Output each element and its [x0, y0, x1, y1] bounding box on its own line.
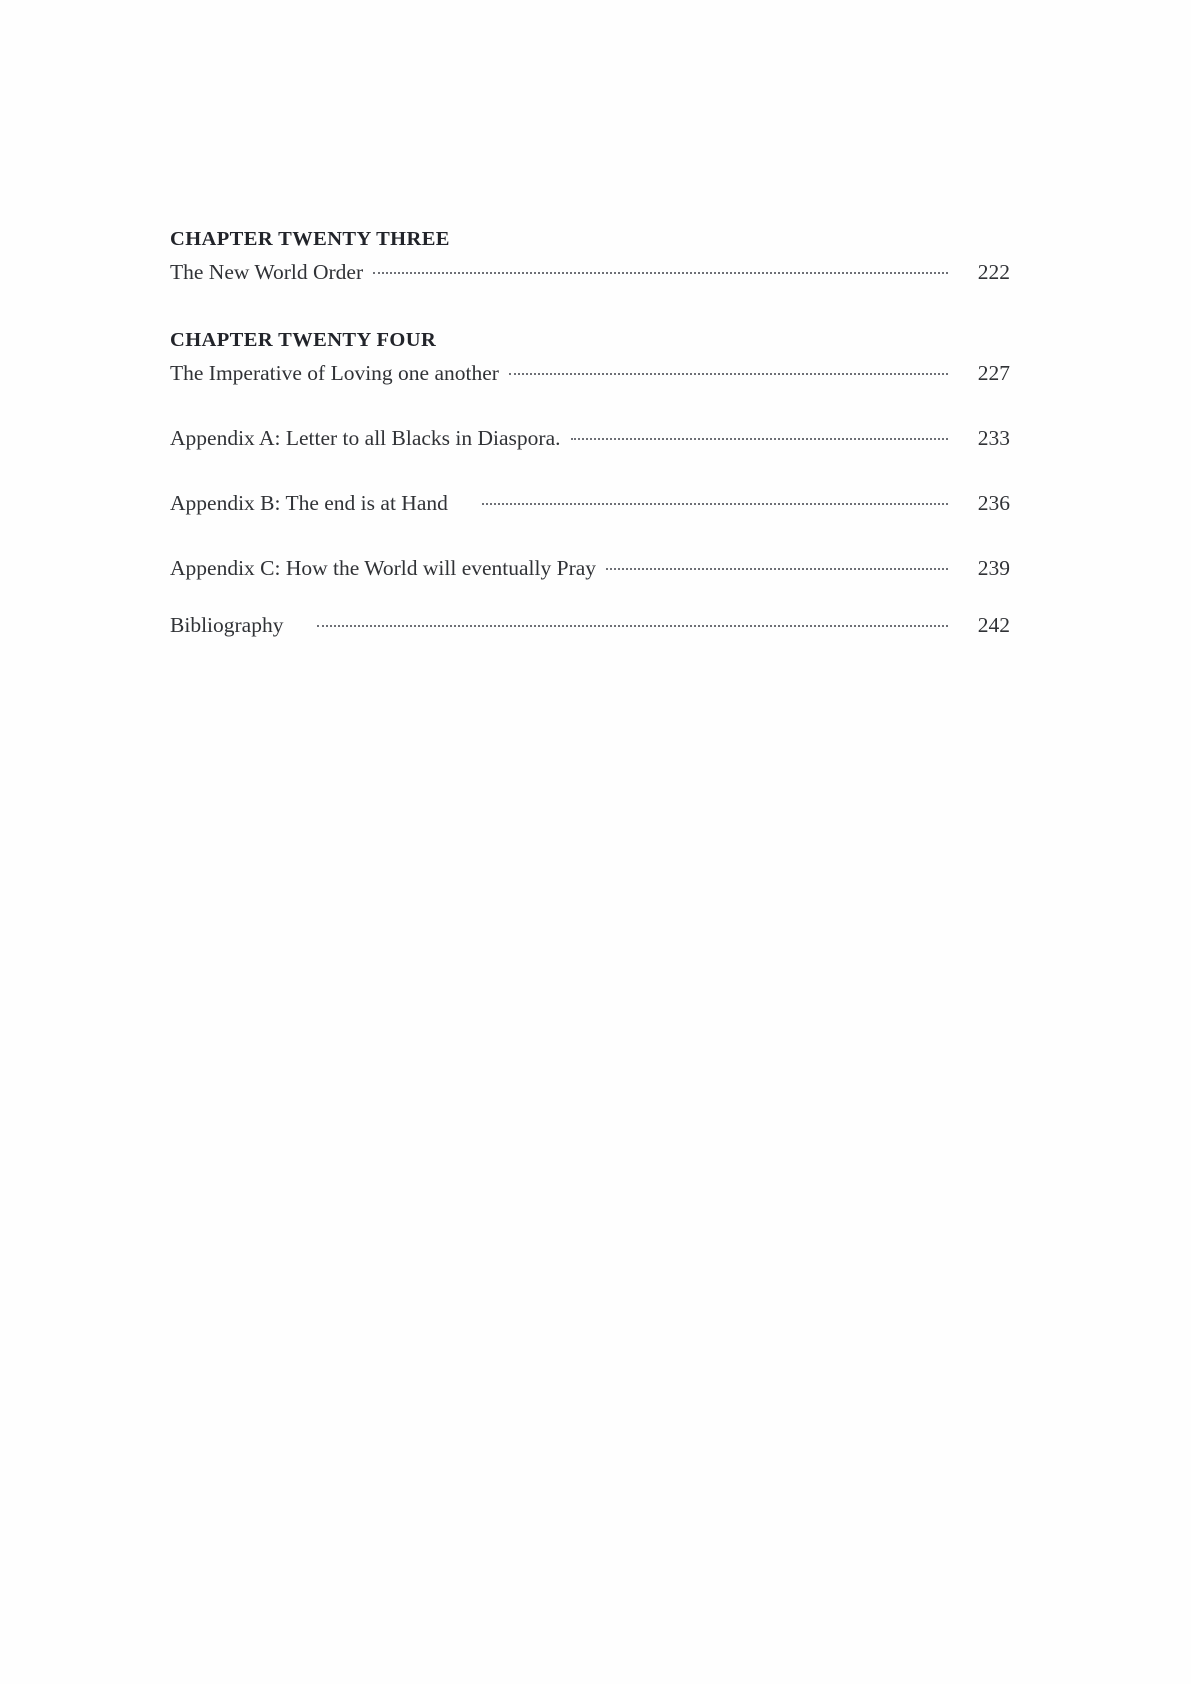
table-of-contents: [170, 228, 1010, 638]
toc-entry-page-number: 236: [977, 491, 1010, 515]
toc-entry-title: Bibliography: [170, 613, 284, 637]
dot-leader: [606, 559, 948, 575]
toc-entry-page-number: 222: [977, 260, 1010, 284]
dot-leader: [373, 263, 948, 279]
toc-entry-title: Appendix B: The end is at Hand: [170, 491, 448, 515]
spacer: [170, 581, 1010, 613]
toc-section-chapter-twenty-four: [170, 329, 1010, 386]
toc-entry[interactable]: [170, 260, 1010, 285]
toc-section-chapter-twenty-three: [170, 228, 1010, 285]
spacer: [170, 516, 1010, 556]
toc-entry-bibliography[interactable]: [170, 613, 1010, 638]
toc-entry-page-number: 242: [977, 613, 1010, 637]
toc-entry-title: Appendix C: How the World will eventually Pray: [170, 556, 597, 580]
dot-leader: [509, 364, 948, 380]
dot-leader: [482, 494, 948, 510]
dot-leader: [571, 429, 949, 445]
toc-entry-appendix-c[interactable]: [170, 556, 1010, 581]
spacer: [170, 386, 1010, 426]
toc-entry-page-number: 233: [977, 426, 1010, 450]
spacer: [170, 451, 1010, 491]
dot-leader: [317, 616, 948, 632]
toc-entry-page-number: 239: [977, 556, 1010, 580]
toc-entry[interactable]: [170, 361, 1010, 386]
chapter-heading: CHAPTER TWENTY FOUR: [170, 329, 437, 351]
chapter-heading: CHAPTER TWENTY THREE: [170, 228, 450, 250]
toc-entry-title: The Imperative of Loving one another: [170, 361, 499, 385]
toc-entry-appendix-a[interactable]: [170, 426, 1010, 451]
toc-entry-appendix-b[interactable]: [170, 491, 1010, 516]
toc-entry-page-number: 227: [977, 361, 1010, 385]
toc-entry-title: Appendix A: Letter to all Blacks in Diaspora.: [170, 426, 561, 450]
toc-entry-title: The New World Order: [170, 260, 364, 284]
spacer: [170, 285, 1010, 329]
